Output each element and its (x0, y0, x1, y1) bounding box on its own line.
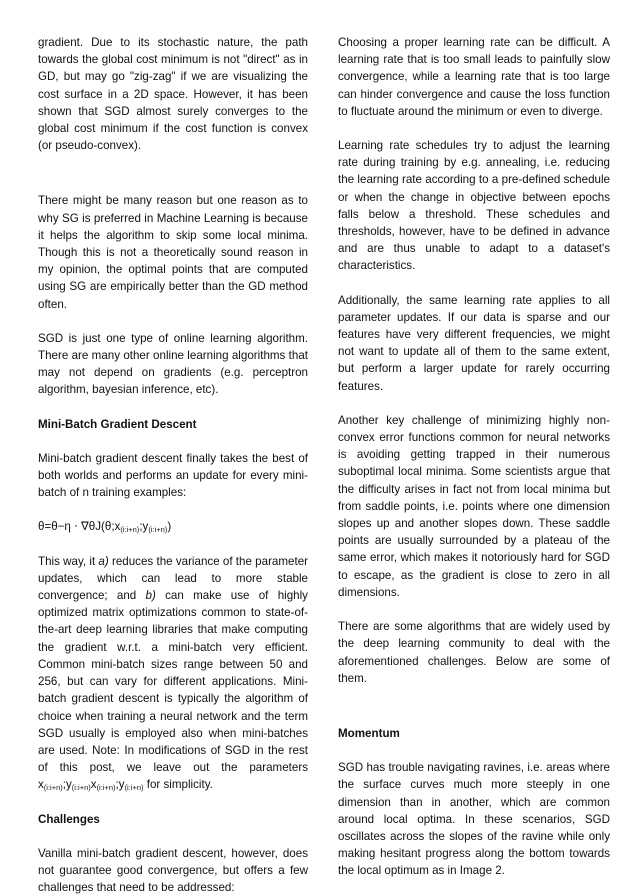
paragraph-algorithms: There are some algorithms that are widely used by the deep learning community to deal with the aforementioned challenges. Below are some of them. (338, 620, 610, 685)
text-run: can make use of highly optimized matrix optimizations common to state-of-the-art deep learning libraries that make computing the gradient w.r.t. a mini-batch very efficient. Common mini-batch sizes range between 50 and 256, but can vary for different applications. Mini-batch gradient descent is typically the algorithm of choice when training a neural network and the term SGD usually is employed also when mini-batches are used. Note: In modifications of SGD in the rest of this post, we leave out the parameters (38, 589, 308, 775)
param-sub: (i:i+n) (96, 783, 116, 793)
paragraph-online-learning: SGD is just one type of online learning algorithm. There are many other online learning algorithms that may not depend on gradients (e.g. perceptron algorithm, bayesian inference, etc). (38, 331, 308, 397)
text-run: This way, it (38, 554, 99, 568)
update-formula (38, 518, 308, 535)
param-sub: (i:i+n) (71, 783, 91, 793)
heading-challenges: Challenges (38, 812, 100, 826)
right-column (338, 34, 610, 880)
formula-main: θ=θ−η ⋅ ∇θJ(θ;x (38, 520, 121, 534)
text-run: for simplicity. (143, 778, 213, 792)
param-y: ;y (62, 778, 72, 792)
formula-end: ) (167, 520, 172, 534)
param-sub: (i:i+n) (43, 783, 63, 793)
paragraph-momentum: SGD has trouble navigating ravines, i.e. areas where the surface curves much more steeply in one dimension than in another, which are common around local optima. In these scenarios, SGD oscillates across the slopes of the ravine while only making hesitant progress along the bottom towards the local optimum as in Image 2. (338, 761, 610, 878)
paragraph-mini-batch-intro: Mini-batch gradient descent finally takes the best of both worlds and performs an update for every mini-batch of n training examples: (38, 451, 308, 500)
heading-mini-batch: Mini-Batch Gradient Descent (38, 417, 197, 431)
param-x: x (38, 778, 44, 792)
inline-params (38, 778, 144, 791)
paragraph-learning-rate: Choosing a proper learning rate can be difficult. A learning rate that is too small leads to painfully slow convergence, while a learning rate that is too large can hinder convergence and cause the loss function to fluctuate around the minimum or even to diverge. (338, 36, 610, 118)
paragraph-sgd-convergence: gradient. Due to its stochastic nature, the path towards the global cost minimum is not "direct" as in GD, but may go "zig-zag" if we are visualizing the cost surface in a 2D space. However, it has been shown that SGD almost surely converges to the global cost minimum if the cost function is convex (or pseudo-convex). (38, 36, 308, 153)
emphasis-b: b) (145, 589, 156, 603)
heading-momentum: Momentum (338, 726, 400, 740)
left-column (38, 34, 308, 896)
param-y: ;y (115, 778, 125, 792)
formula-sub-y: (i:i+n) (148, 525, 168, 535)
paragraph-why-sg: There might be many reason but one reason as to why SG is preferred in Machine Learning is because it helps the algorithm to skip some local minima. Though this is not a theoretically sound reason in my opinion, the optimal points that are computed using SG are empirically better than the GD method often. (38, 194, 308, 311)
param-x: x (90, 778, 97, 792)
formula-sub-x: (i:i+n) (120, 525, 140, 535)
text-run: reduces the variance of the parameter updates, which can lead to more stable convergence; and (38, 554, 309, 603)
paragraph-mini-batch-benefits (38, 553, 308, 794)
emphasis-a: a) (98, 554, 109, 568)
paragraph-challenges-intro: Vanilla mini-batch gradient descent, however, does not guarantee good convergence, but offers a few challenges that need to be addressed: (38, 846, 308, 895)
formula-mid: ;y (139, 520, 149, 534)
paragraph-same-lr: Additionally, the same learning rate applies to all parameter updates. If our data is sparse and our features have very different frequencies, we might not want to update all of them to the same extent, but perform a larger update for rarely occurring features. (338, 293, 610, 393)
paragraph-lr-schedules: Learning rate schedules try to adjust the learning rate during training by e.g. annealing, i.e. reducing the learning rate according to a pre-defined schedule or when the change in objective between epochs falls below a threshold. These schedules and thresholds, however, have to be defined in advance and are thus unable to adapt to a dataset's characteristics. (338, 139, 610, 273)
param-sub: (i:i+n) (124, 783, 144, 793)
paragraph-local-minima: Another key challenge of minimizing highly non-convex error functions common for neural networks is avoiding getting trapped in their numerous suboptimal local minima. Some scientists argue that the difficulty arises in fact not from local minima but from saddle points, i.e. points where one dimension slopes up and another slopes down. These saddle points are usually surrounded by a plateau of the same error, which makes it notoriously hard for SGD to escape, as the gradient is close to zero in all dimensions. (338, 413, 610, 599)
